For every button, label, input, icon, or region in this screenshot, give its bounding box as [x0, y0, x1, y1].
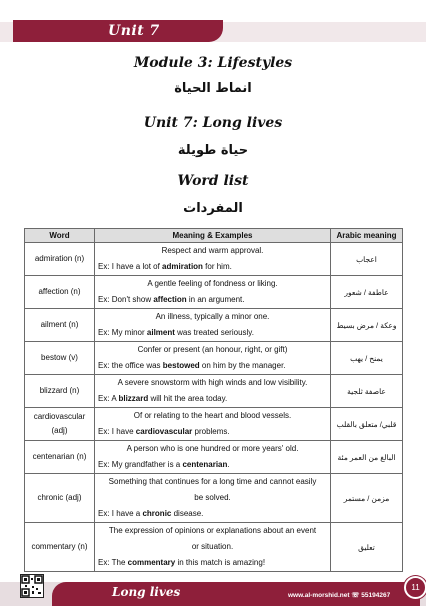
definition-text: Respect and warm approval. — [161, 246, 264, 255]
arabic-cell: اعجاب — [331, 243, 403, 276]
word-cell: chronic (adj) — [25, 474, 95, 523]
example-text — [95, 292, 330, 308]
meaning-cell — [95, 523, 331, 572]
definition-text: An illness, typically a minor one. — [155, 312, 270, 321]
footer — [0, 574, 426, 608]
example-text — [95, 506, 330, 522]
header-word: Word — [25, 229, 95, 243]
table-header-row — [25, 229, 403, 243]
word-list-title-arabic: المفردات — [183, 201, 243, 216]
footer-url: www.al-morshid.net — [288, 592, 350, 599]
definition-text: A severe snowstorm with high winds and low visibility. — [117, 378, 308, 387]
example-prefix: Ex: I have a — [98, 509, 143, 518]
word-list-title: Word list — [177, 173, 249, 189]
meaning-cell — [95, 243, 331, 276]
module-title: Module 3: Lifestyles — [133, 55, 293, 71]
example-text — [95, 259, 330, 275]
example-keyword: bestowed — [162, 361, 200, 370]
module-title-arabic: انماط الحياة — [174, 81, 252, 96]
word-cell: cardiovascular (adj) — [25, 408, 95, 441]
definition-text: Confer or present (an honour, right, or gift) — [137, 345, 288, 354]
definition-text: The expression of opinions or explanations about an event — [108, 526, 317, 535]
footer-site — [288, 591, 390, 599]
example-text — [95, 358, 330, 374]
definition-text: be solved. — [194, 493, 231, 502]
table-row — [25, 309, 403, 342]
meaning-cell — [95, 309, 331, 342]
example-prefix: Ex: A — [98, 394, 119, 403]
example-text — [95, 325, 330, 341]
example-prefix: Ex: The — [98, 558, 128, 567]
word-cell: blizzard (n) — [25, 375, 95, 408]
example-suffix: in this match is amazing! — [175, 558, 266, 567]
word-cell: affection (n) — [25, 276, 95, 309]
word-cell: centenarian (n) — [25, 441, 95, 474]
meaning-cell — [95, 441, 331, 474]
arabic-cell: عاطفة / شعور — [331, 276, 403, 309]
table-row — [25, 276, 403, 309]
qr-code-icon — [20, 574, 44, 598]
meaning-cell — [95, 375, 331, 408]
meaning-cell — [95, 408, 331, 441]
definition-text: Of or relating to the heart and blood vessels. — [133, 411, 292, 420]
meaning-cell — [95, 474, 331, 523]
meaning-cell — [95, 276, 331, 309]
unit-title-arabic: حياة طويلة — [177, 143, 249, 158]
table-row — [25, 474, 403, 523]
definition-text: or situation. — [191, 542, 234, 551]
table-row — [25, 243, 403, 276]
example-suffix: was treated seriously. — [174, 328, 254, 337]
arabic-cell: البالغ من العمر مئة — [331, 441, 403, 474]
table-row — [25, 408, 403, 441]
definition-text: A gentle feeling of fondness or liking. — [147, 279, 278, 288]
example-prefix: Ex: My minor — [98, 328, 147, 337]
word-cell: ailment (n) — [25, 309, 95, 342]
example-prefix: Ex: the office was — [98, 361, 163, 370]
example-keyword: centenarian — [182, 460, 228, 469]
example-keyword: commentary — [127, 558, 176, 567]
example-suffix: in an argument. — [186, 295, 245, 304]
example-keyword: blizzard — [118, 394, 149, 403]
footer-phone: 55194267 — [361, 592, 391, 599]
header-meaning: Meaning & Examples — [95, 229, 331, 243]
unit-tab-label: Unit 7 — [108, 23, 160, 39]
table-row — [25, 375, 403, 408]
example-text — [95, 457, 330, 473]
table-row — [25, 441, 403, 474]
word-table — [24, 228, 403, 572]
example-prefix: Ex: I have — [98, 427, 136, 436]
example-suffix: for him. — [202, 262, 232, 271]
arabic-cell: تعليق — [331, 523, 403, 572]
example-keyword: cardiovascular — [135, 427, 193, 436]
word-cell: admiration (n) — [25, 243, 95, 276]
example-keyword: chronic — [142, 509, 172, 518]
word-cell: commentary (n) — [25, 523, 95, 572]
phone-icon: ☏ — [351, 592, 360, 599]
definition-text: Something that continues for a long time and cannot easily — [108, 477, 317, 486]
arabic-cell: وعكة / مرض بسيط — [331, 309, 403, 342]
arabic-cell: يمنح / يهب — [331, 342, 403, 375]
example-prefix: Ex: My grandfather is a — [98, 460, 183, 469]
example-suffix: disease. — [171, 509, 204, 518]
example-suffix: . — [227, 460, 230, 469]
example-prefix: Ex: Don't show — [98, 295, 154, 304]
table-row — [25, 523, 403, 572]
arabic-cell: قلبي/ متعلق بالقلب — [331, 408, 403, 441]
example-text — [95, 391, 330, 407]
definition-text: A person who is one hundred or more years' old. — [126, 444, 299, 453]
example-text — [95, 555, 330, 571]
unit-tab — [13, 20, 223, 42]
header-arabic: Arabic meaning — [331, 229, 403, 243]
arabic-cell: عاصفة ثلجية — [331, 375, 403, 408]
example-keyword: affection — [153, 295, 187, 304]
arabic-cell: مزمن / مستمر — [331, 474, 403, 523]
example-keyword: ailment — [146, 328, 175, 337]
example-suffix: problems. — [192, 427, 230, 436]
example-text — [95, 424, 330, 440]
page-number: 11 — [404, 576, 426, 599]
footer-title: Long lives — [112, 585, 181, 599]
example-suffix: will hit the area today. — [148, 394, 228, 403]
meaning-cell — [95, 342, 331, 375]
table-row — [25, 342, 403, 375]
unit-title: Unit 7: Long lives — [143, 115, 283, 131]
example-keyword: admiration — [162, 262, 203, 271]
example-suffix: on him by the manager. — [199, 361, 286, 370]
word-cell: bestow (v) — [25, 342, 95, 375]
example-prefix: Ex: I have a lot of — [98, 262, 163, 271]
